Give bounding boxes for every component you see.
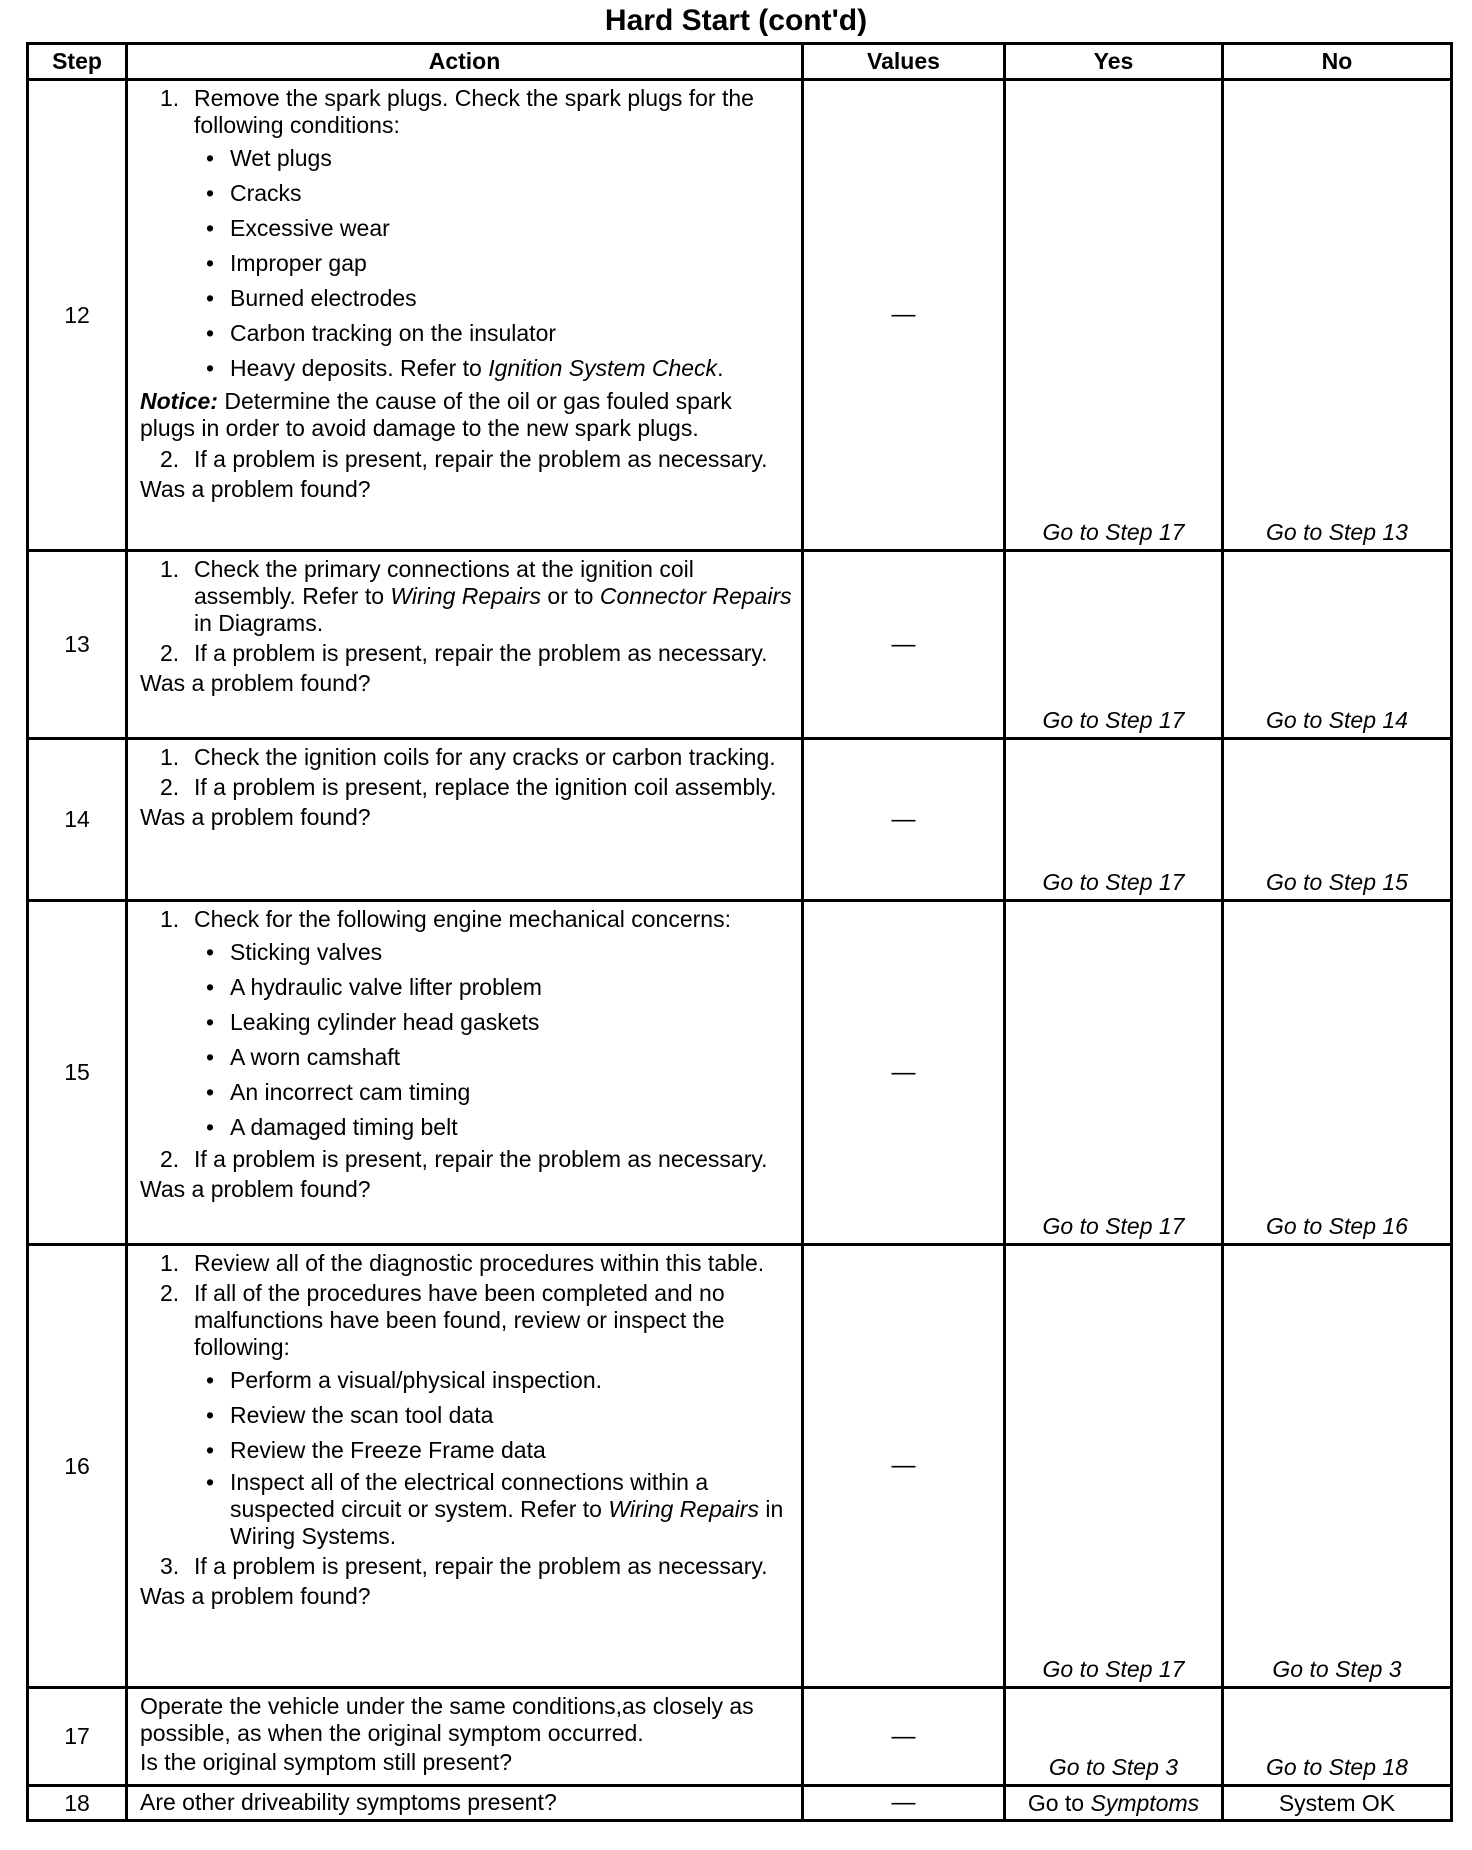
item-number: 2.: [160, 1146, 180, 1172]
header-yes: Yes: [1005, 44, 1223, 80]
question: Is the original symptom still present?: [140, 1749, 512, 1775]
item-text: Check the ignition coils for any cracks or carbon tracking.: [194, 744, 776, 770]
bullet-item: • Sticking valves: [206, 936, 793, 968]
numbered-item: [160, 1553, 793, 1580]
yes-cell: Go to Step 17: [1005, 551, 1223, 739]
question: Was a problem found?: [140, 1583, 371, 1609]
bullet-item: • Leaking cylinder head gaskets: [206, 1006, 793, 1038]
item-text: If a problem is present, repair the problem as necessary.: [194, 640, 768, 666]
notice-text: Determine the cause of the oil or gas fouled spark plugs in order to avoid damage to the new spark plugs.: [140, 388, 732, 441]
step-number: 18: [28, 1786, 127, 1821]
no-cell: Go to Step 14: [1223, 551, 1452, 739]
bullet-item: • Carbon tracking on the insulator: [206, 317, 793, 349]
action-cell: [127, 901, 803, 1245]
page-title: Hard Start (cont'd): [604, 4, 868, 37]
item-text: If a problem is present, repair the problem as necessary.: [194, 1553, 768, 1579]
bullet-text: Improper gap: [230, 250, 367, 276]
item-text: If a problem is present, repair the problem as necessary.: [194, 1146, 768, 1172]
bullet-item: • Improper gap: [206, 247, 793, 279]
action-cell: [127, 1786, 803, 1821]
header-step: Step: [28, 44, 127, 80]
values-cell: —: [803, 901, 1005, 1245]
item-text: If all of the procedures have been completed and no malfunctions have been found, review or inspect the following:: [194, 1280, 725, 1360]
numbered-item: [160, 446, 793, 473]
bullet-text: Inspect all of the electrical connections within a suspected circuit or system. Refer to: [230, 1469, 709, 1522]
bullet-item: • A worn camshaft: [206, 1041, 793, 1073]
bullet-text-end: in Wiring Systems.: [230, 1496, 784, 1549]
step-number: 12: [28, 80, 127, 551]
question: Was a problem found?: [140, 670, 371, 696]
numbered-item: [160, 556, 793, 637]
step-number: 15: [28, 901, 127, 1245]
no-cell: Go to Step 18: [1223, 1688, 1452, 1786]
bullet-text: Carbon tracking on the insulator: [230, 320, 557, 346]
step-number: 16: [28, 1245, 127, 1688]
numbered-item: [160, 85, 793, 139]
diagnostic-table: [26, 42, 1453, 1822]
values-cell: —: [803, 1245, 1005, 1688]
bullet-item: • Burned electrodes: [206, 282, 793, 314]
item-number: 2.: [160, 640, 180, 666]
bullet-text-end: .: [717, 355, 724, 381]
action-cell: [127, 551, 803, 739]
bullet-item: • Review the scan tool data: [206, 1399, 793, 1431]
notice: [140, 388, 793, 442]
item-text-end: in Diagrams.: [194, 610, 324, 636]
header-no: No: [1223, 44, 1452, 80]
bullet-text: Cracks: [230, 180, 302, 206]
action-cell: [127, 1688, 803, 1786]
reference-symptoms: Symptoms: [1090, 1789, 1200, 1816]
question: Was a problem found?: [140, 476, 371, 502]
table-row: [28, 80, 1452, 551]
item-text: If a problem is present, repair the problem as necessary.: [194, 446, 768, 472]
item-number: 1.: [160, 85, 180, 111]
item-number: 3.: [160, 1553, 180, 1579]
bullet-text: Perform a visual/physical inspection.: [230, 1367, 602, 1393]
item-number: 1.: [160, 906, 180, 932]
bullet-item: • Inspect all of the electrical connections within a suspected circuit or system. Refer to Wiring Repairs in Wiring Systems.: [206, 1469, 784, 1549]
values-cell: —: [803, 1688, 1005, 1786]
bullet-text: Sticking valves: [230, 939, 383, 965]
bullet-item: • A damaged timing belt: [206, 1111, 793, 1143]
bullet-text: An incorrect cam timing: [230, 1079, 471, 1105]
values-cell: —: [803, 1786, 1005, 1821]
values-cell: —: [803, 739, 1005, 901]
bullet-text: A hydraulic valve lifter problem: [230, 974, 542, 1000]
numbered-item: [160, 774, 793, 801]
numbered-item: [160, 906, 793, 933]
no-cell: Go to Step 15: [1223, 739, 1452, 901]
bullet-text: A damaged timing belt: [230, 1114, 458, 1140]
numbered-item: [160, 1146, 793, 1173]
bullet-item: • Excessive wear: [206, 212, 793, 244]
header-action: Action: [127, 44, 803, 80]
numbered-item: [160, 1250, 793, 1277]
action-cell: [127, 739, 803, 901]
action-cell: [127, 1245, 803, 1688]
bullet-item: • Heavy deposits. Refer to Ignition System Check.: [206, 355, 724, 381]
bullet-item: • Cracks: [206, 177, 793, 209]
yes-cell: Go to Step 17: [1005, 901, 1223, 1245]
numbered-item: [160, 640, 793, 667]
item-number: 2.: [160, 1280, 180, 1306]
bullet-text: Burned electrodes: [230, 285, 417, 311]
table-row: [28, 901, 1452, 1245]
step-number: 13: [28, 551, 127, 739]
table-row: [28, 739, 1452, 901]
yes-cell: Go to Step 3: [1005, 1688, 1223, 1786]
item-number: 1.: [160, 556, 180, 582]
reference-wiring-repairs: Wiring Repairs: [608, 1496, 759, 1522]
bullet-item: • Wet plugs: [206, 142, 793, 174]
no-cell: Go to Step 16: [1223, 901, 1452, 1245]
yes-cell: Go to Step 17: [1005, 1245, 1223, 1688]
bullet-item: • Review the Freeze Frame data: [206, 1434, 793, 1466]
item-text-mid: or to: [541, 583, 600, 609]
step-number: 17: [28, 1688, 127, 1786]
question: Are other driveability symptoms present?: [140, 1789, 557, 1815]
header-row: [28, 44, 1452, 80]
no-cell: Go to Step 3: [1223, 1245, 1452, 1688]
item-number: 2.: [160, 446, 180, 472]
table-row: [28, 1786, 1452, 1821]
item-number: 1.: [160, 1250, 180, 1276]
action-cell: [127, 80, 803, 551]
table-row: [28, 1688, 1452, 1786]
question: Was a problem found?: [140, 804, 371, 830]
reference-ignition-system-check: Ignition System Check: [488, 355, 718, 381]
bullet-text: Leaking cylinder head gaskets: [230, 1009, 540, 1035]
table-row: [28, 551, 1452, 739]
table-row: [28, 1245, 1452, 1688]
values-cell: —: [803, 80, 1005, 551]
reference-connector-repairs: Connector Repairs: [599, 583, 792, 609]
bullet-text: A worn camshaft: [230, 1044, 401, 1070]
bullet-item: • Perform a visual/physical inspection.: [206, 1364, 793, 1396]
yes-cell: Go to Step 17: [1005, 739, 1223, 901]
item-number: 2.: [160, 774, 180, 800]
values-cell: —: [803, 551, 1005, 739]
item-text: If a problem is present, replace the ignition coil assembly.: [194, 774, 777, 800]
bullet-text: Excessive wear: [230, 215, 390, 241]
header-values: Values: [803, 44, 1005, 80]
bullet-item: • An incorrect cam timing: [206, 1076, 793, 1108]
no-cell: System OK: [1223, 1786, 1452, 1821]
item-text: Operate the vehicle under the same conditions,as closely as possible, as when the original symptom occurred.: [140, 1693, 754, 1746]
bullet-text: Review the Freeze Frame data: [230, 1437, 546, 1463]
item-text: Remove the spark plugs. Check the spark plugs for the following conditions:: [194, 85, 754, 138]
bullet-text: Review the scan tool data: [230, 1402, 494, 1428]
question: Was a problem found?: [140, 1176, 371, 1202]
yes-cell: [1005, 1786, 1223, 1821]
item-text: Check the primary connections at the ignition coil assembly. Refer to: [194, 556, 694, 609]
bullet-text: Heavy deposits. Refer to: [230, 355, 489, 381]
item-text: Review all of the diagnostic procedures within this table.: [194, 1250, 765, 1276]
item-number: 1.: [160, 744, 180, 770]
bullet-item: • A hydraulic valve lifter problem: [206, 971, 793, 1003]
yes-text: Go to: [1027, 1789, 1091, 1816]
numbered-item: [160, 744, 793, 771]
bullet-text: Wet plugs: [230, 145, 332, 171]
step-number: 14: [28, 739, 127, 901]
reference-wiring-repairs: Wiring Repairs: [390, 583, 542, 609]
no-cell: Go to Step 13: [1223, 80, 1452, 551]
numbered-item: [160, 1280, 793, 1361]
yes-cell: Go to Step 17: [1005, 80, 1223, 551]
notice-label: Notice:: [140, 388, 218, 414]
item-text: Check for the following engine mechanical concerns:: [194, 906, 731, 932]
